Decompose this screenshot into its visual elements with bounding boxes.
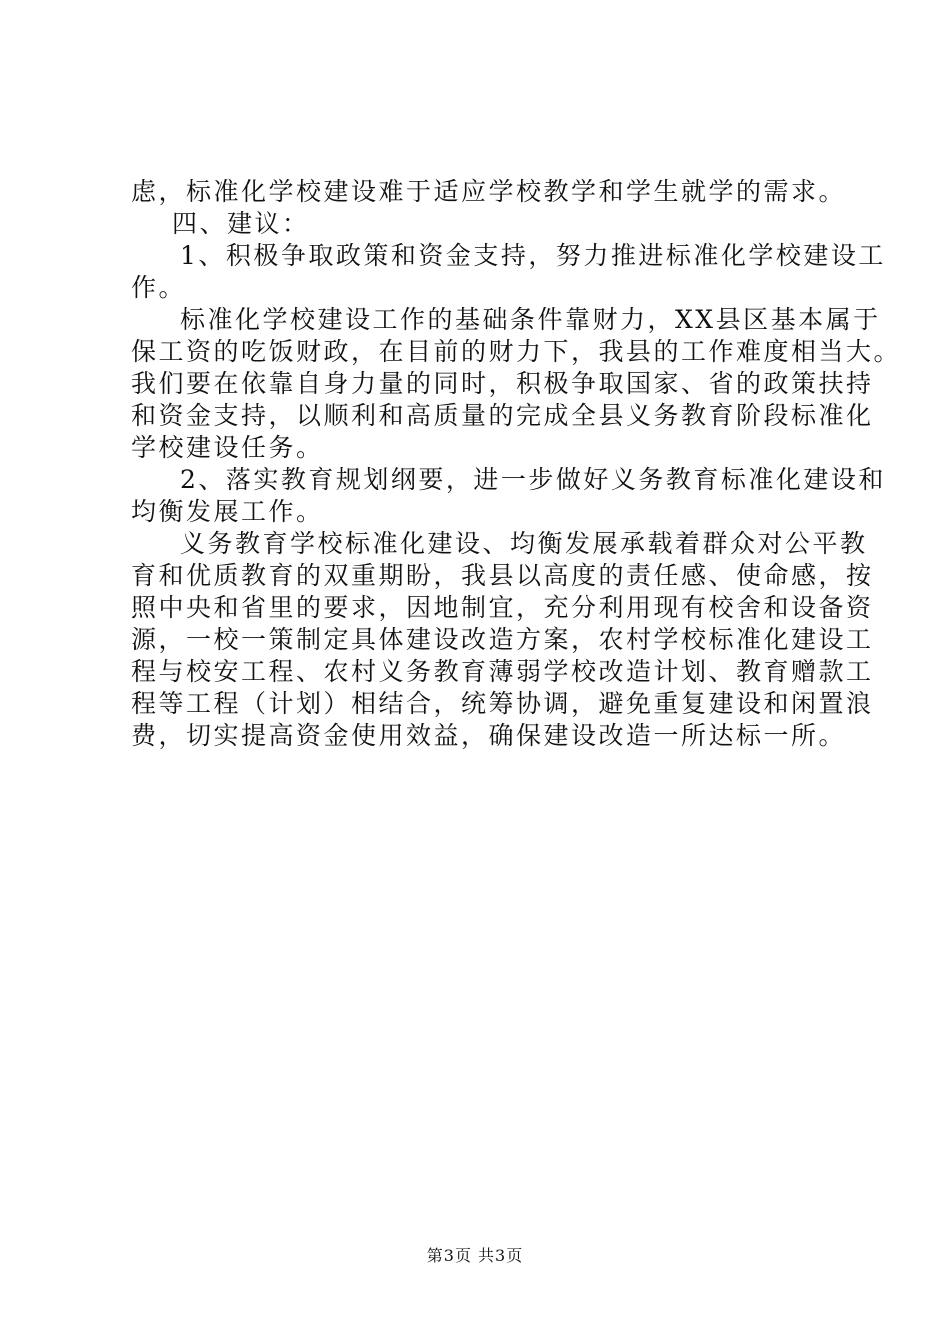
paragraph-line: 程等工程（计划）相结合，统筹协调，避免重复建设和闲置浪 (131, 689, 874, 718)
paragraph-line: 照中央和省里的要求，因地制宜，充分利用现有校舍和设备资 (131, 593, 874, 622)
subheading-line: 1、积极争取政策和资金支持，努力推进标准化学校建设工 (180, 241, 886, 270)
paragraph-line: 费，切实提高资金使用效益，确保建设改造一所达标一所。 (131, 721, 847, 750)
subheading-line: 作。 (131, 273, 187, 302)
section-heading: 四、建议： (172, 209, 310, 238)
paragraph-line: 我们要在依靠自身力量的同时，积极争取国家、省的政策扶持 (131, 369, 874, 398)
paragraph-line: 育和优质教育的双重期盼，我县以高度的责任感、使命感，按 (131, 561, 874, 590)
paragraph-line: 义务教育学校标准化建设、均衡发展承载着群众对公平教 (180, 529, 868, 558)
paragraph-line: 和资金支持，以顺利和高质量的完成全县义务教育阶段标准化 (131, 401, 874, 430)
page-number-footer: 第3页 共3页 (426, 1246, 524, 1265)
paragraph-line: 学校建设任务。 (131, 433, 324, 462)
paragraph-line: 程与校安工程、农村义务教育薄弱学校改造计划、教育赠款工 (131, 657, 874, 686)
paragraph-line: 虑，标准化学校建设难于适应学校教学和学生就学的需求。 (131, 177, 847, 206)
subheading-line: 2、落实教育规划纲要，进一步做好义务教育标准化建设和 (180, 465, 886, 494)
paragraph-line: 标准化学校建设工作的基础条件靠财力，XX县区基本属于 (180, 305, 881, 334)
subheading-line: 均衡发展工作。 (131, 497, 324, 526)
paragraph-line: 保工资的吃饭财政，在目前的财力下，我县的工作难度相当大。 (131, 337, 902, 366)
paragraph-line: 源，一校一策制定具体建设改造方案，农村学校标准化建设工 (131, 625, 874, 654)
